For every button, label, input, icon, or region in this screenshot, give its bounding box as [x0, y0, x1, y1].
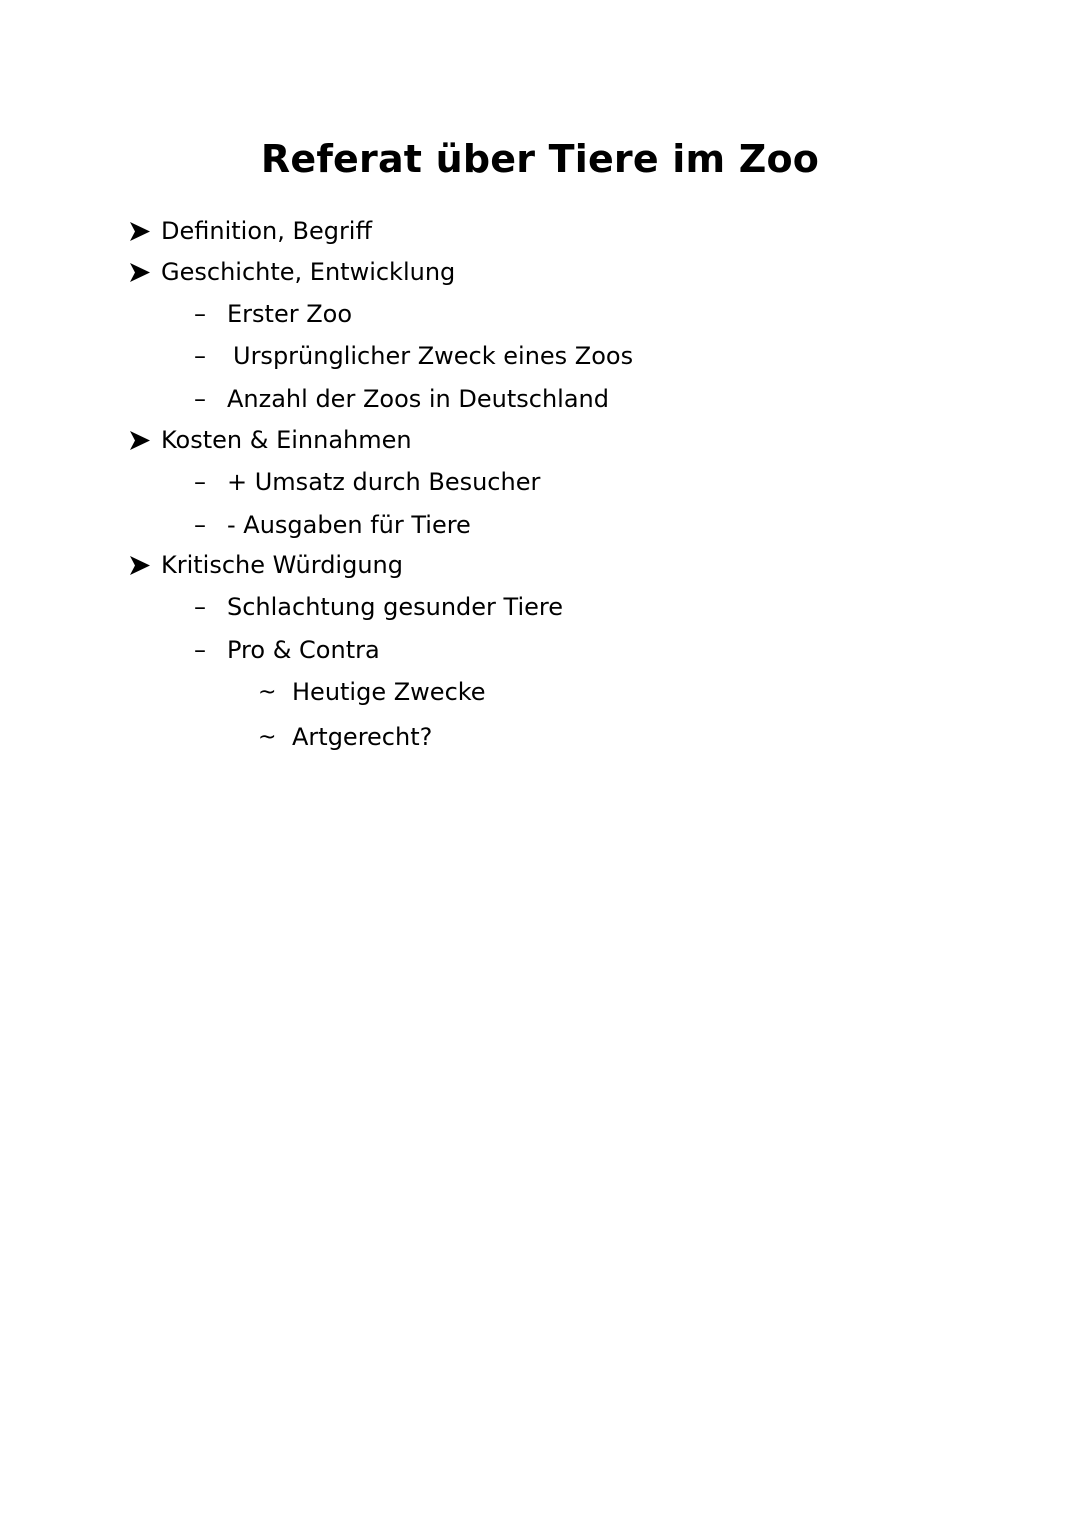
list-item-label: Kritische Würdigung: [161, 551, 403, 579]
list-item-label: Heutige Zwecke: [292, 678, 486, 706]
arrowhead-bullet-icon: [130, 556, 150, 575]
dash-bullet: –: [194, 468, 206, 496]
list-item-label: - Ausgaben für Tiere: [227, 511, 471, 539]
tilde-bullet: ~: [258, 680, 277, 705]
arrowhead-bullet-icon: [130, 222, 150, 241]
list-item-label: Definition, Begriff: [161, 217, 373, 245]
arrowhead-bullet-icon: [130, 431, 150, 450]
list-item-label: Erster Zoo: [227, 300, 353, 328]
list-item-label: Kosten & Einnahmen: [161, 426, 412, 454]
dash-bullet: –: [194, 636, 206, 664]
dash-bullet: –: [194, 511, 206, 539]
list-item-label: Ursprünglicher Zweck eines Zoos: [233, 342, 634, 370]
list-item-label: Artgerecht?: [292, 723, 433, 751]
list-item-label: Schlachtung gesunder Tiere: [227, 593, 563, 621]
list-item-label: + Umsatz durch Besucher: [227, 468, 541, 496]
page-title: Referat über Tiere im Zoo: [260, 137, 820, 181]
list-item-label: Anzahl der Zoos in Deutschland: [227, 385, 609, 413]
dash-bullet: –: [194, 342, 206, 370]
list-item-label: Geschichte, Entwicklung: [161, 258, 456, 286]
tilde-bullet: ~: [258, 725, 277, 750]
dash-bullet: –: [194, 593, 206, 621]
list-item-label: Pro & Contra: [227, 636, 380, 664]
dash-bullet: –: [194, 300, 206, 328]
dash-bullet: –: [194, 385, 206, 413]
arrowhead-bullet-icon: [130, 263, 150, 282]
